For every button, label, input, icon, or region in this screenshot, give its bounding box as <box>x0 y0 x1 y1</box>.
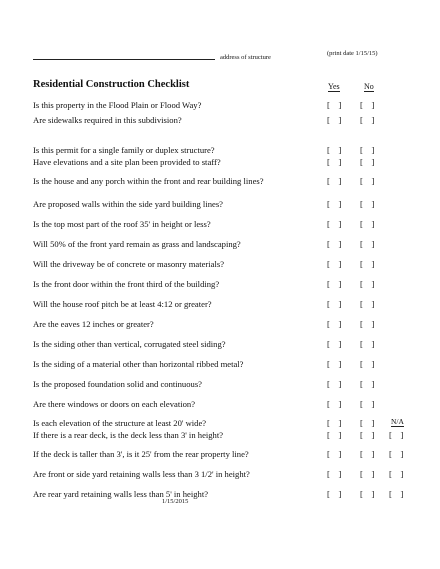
checkbox-yes[interactable]: [ ] <box>327 430 342 440</box>
footer-date: 1/15/2015 <box>162 498 189 505</box>
checkbox-no[interactable]: [ ] <box>360 279 375 289</box>
checkbox-na[interactable]: [ ] <box>389 469 404 479</box>
checkbox-yes[interactable]: [ ] <box>327 359 342 369</box>
checklist-row <box>33 258 433 270</box>
column-header-no: No <box>364 82 374 91</box>
checklist-row <box>33 218 433 230</box>
checklist-row <box>33 429 433 441</box>
address-label: address of structure <box>220 54 271 61</box>
checklist-row <box>33 398 433 410</box>
checkbox-yes[interactable]: [ ] <box>327 449 342 459</box>
question-text: Are front or side yard retaining walls less than 3 1/2' in height? <box>33 469 250 479</box>
question-text: Is this permit for a single family or duplex structure? <box>33 145 215 155</box>
checkbox-no[interactable]: [ ] <box>360 145 375 155</box>
checkbox-yes[interactable]: [ ] <box>327 489 342 499</box>
checkbox-no[interactable]: [ ] <box>360 418 375 428</box>
page-title: Residential Construction Checklist <box>33 79 190 90</box>
checkbox-yes[interactable]: [ ] <box>327 100 342 110</box>
checkbox-no[interactable]: [ ] <box>360 100 375 110</box>
checkbox-no[interactable]: [ ] <box>360 430 375 440</box>
checkbox-no[interactable]: [ ] <box>360 219 375 229</box>
question-text: Is the siding other than vertical, corrugated steel siding? <box>33 339 226 349</box>
checkbox-yes[interactable]: [ ] <box>327 219 342 229</box>
question-text: Is the top most part of the roof 35' in height or less? <box>33 219 211 229</box>
question-text: Is this property in the Flood Plain or Flood Way? <box>33 100 202 110</box>
print-date: (print date 1/15/15) <box>327 50 378 57</box>
checkbox-no[interactable]: [ ] <box>360 399 375 409</box>
checklist-row <box>33 417 433 429</box>
checkbox-yes[interactable]: [ ] <box>327 379 342 389</box>
checkbox-no[interactable]: [ ] <box>360 299 375 309</box>
checkbox-no[interactable]: [ ] <box>360 319 375 329</box>
checkbox-no[interactable]: [ ] <box>360 449 375 459</box>
column-header-yes: Yes <box>328 82 340 91</box>
checklist-row <box>33 488 433 500</box>
checklist-row <box>33 144 433 156</box>
checklist-row <box>33 358 433 370</box>
question-text: Is the proposed foundation solid and continuous? <box>33 379 202 389</box>
question-text: Is each elevation of the structure at least 20' wide? <box>33 418 207 428</box>
question-text: Is the front door within the front third of the building? <box>33 279 220 289</box>
checkbox-yes[interactable]: [ ] <box>327 115 342 125</box>
checkbox-yes[interactable]: [ ] <box>327 299 342 309</box>
checklist-row <box>33 338 433 350</box>
checkbox-no[interactable]: [ ] <box>360 489 375 499</box>
checklist-row <box>33 278 433 290</box>
question-text: If the deck is taller than 3', is it 25' from the rear property line? <box>33 449 249 459</box>
checkbox-yes[interactable]: [ ] <box>327 259 342 269</box>
checklist-row <box>33 468 433 480</box>
checkbox-no[interactable]: [ ] <box>360 157 375 167</box>
checkbox-yes[interactable]: [ ] <box>327 279 342 289</box>
checkbox-yes[interactable]: [ ] <box>327 319 342 329</box>
checkbox-no[interactable]: [ ] <box>360 259 375 269</box>
address-line[interactable] <box>33 59 215 60</box>
checkbox-no[interactable]: [ ] <box>360 469 375 479</box>
question-text: Will the house roof pitch be at least 4:12 or greater? <box>33 299 212 309</box>
checkbox-yes[interactable]: [ ] <box>327 176 342 186</box>
checkbox-yes[interactable]: [ ] <box>327 399 342 409</box>
checklist-row <box>33 298 433 310</box>
checklist-row <box>33 114 433 126</box>
question-text: Are rear yard retaining walls less than 5' in height? <box>33 489 209 499</box>
question-text: Are the eaves 12 inches or greater? <box>33 319 154 329</box>
question-text: Are sidewalks required in this subdivision? <box>33 115 182 125</box>
question-text: Is the siding of a material other than horizontal ribbed metal? <box>33 359 244 369</box>
checkbox-yes[interactable]: [ ] <box>327 418 342 428</box>
checkbox-yes[interactable]: [ ] <box>327 199 342 209</box>
checkbox-yes[interactable]: [ ] <box>327 145 342 155</box>
question-text: Have elevations and a site plan been provided to staff? <box>33 157 221 167</box>
question-text: Will the driveway be of concrete or masonry materials? <box>33 259 225 269</box>
checklist-row <box>33 175 433 187</box>
checkbox-yes[interactable]: [ ] <box>327 157 342 167</box>
checkbox-na[interactable]: [ ] <box>389 449 404 459</box>
checkbox-no[interactable]: [ ] <box>360 199 375 209</box>
question-text: Will 50% of the front yard remain as grass and landscaping? <box>33 239 241 249</box>
checklist-row <box>33 99 433 111</box>
checkbox-no[interactable]: [ ] <box>360 176 375 186</box>
checkbox-no[interactable]: [ ] <box>360 339 375 349</box>
checkbox-no[interactable]: [ ] <box>360 359 375 369</box>
checkbox-na[interactable]: [ ] <box>389 489 404 499</box>
checkbox-no[interactable]: [ ] <box>360 115 375 125</box>
checkbox-na[interactable]: [ ] <box>389 430 404 440</box>
checkbox-no[interactable]: [ ] <box>360 239 375 249</box>
checklist-row <box>33 378 433 390</box>
checklist-row <box>33 156 433 168</box>
question-text: Are proposed walls within the side yard building lines? <box>33 199 223 209</box>
checkbox-yes[interactable]: [ ] <box>327 469 342 479</box>
checkbox-no[interactable]: [ ] <box>360 379 375 389</box>
question-text: Is the house and any porch within the front and rear building lines? <box>33 176 264 186</box>
question-text: If there is a rear deck, is the deck less than 3' in height? <box>33 430 224 440</box>
column-header-na: N/A <box>391 417 404 426</box>
checklist-row <box>33 448 433 460</box>
checkbox-yes[interactable]: [ ] <box>327 239 342 249</box>
checklist-row <box>33 318 433 330</box>
checkbox-yes[interactable]: [ ] <box>327 339 342 349</box>
checklist-row <box>33 238 433 250</box>
checklist-row <box>33 198 433 210</box>
question-text: Are there windows or doors on each elevation? <box>33 399 196 409</box>
